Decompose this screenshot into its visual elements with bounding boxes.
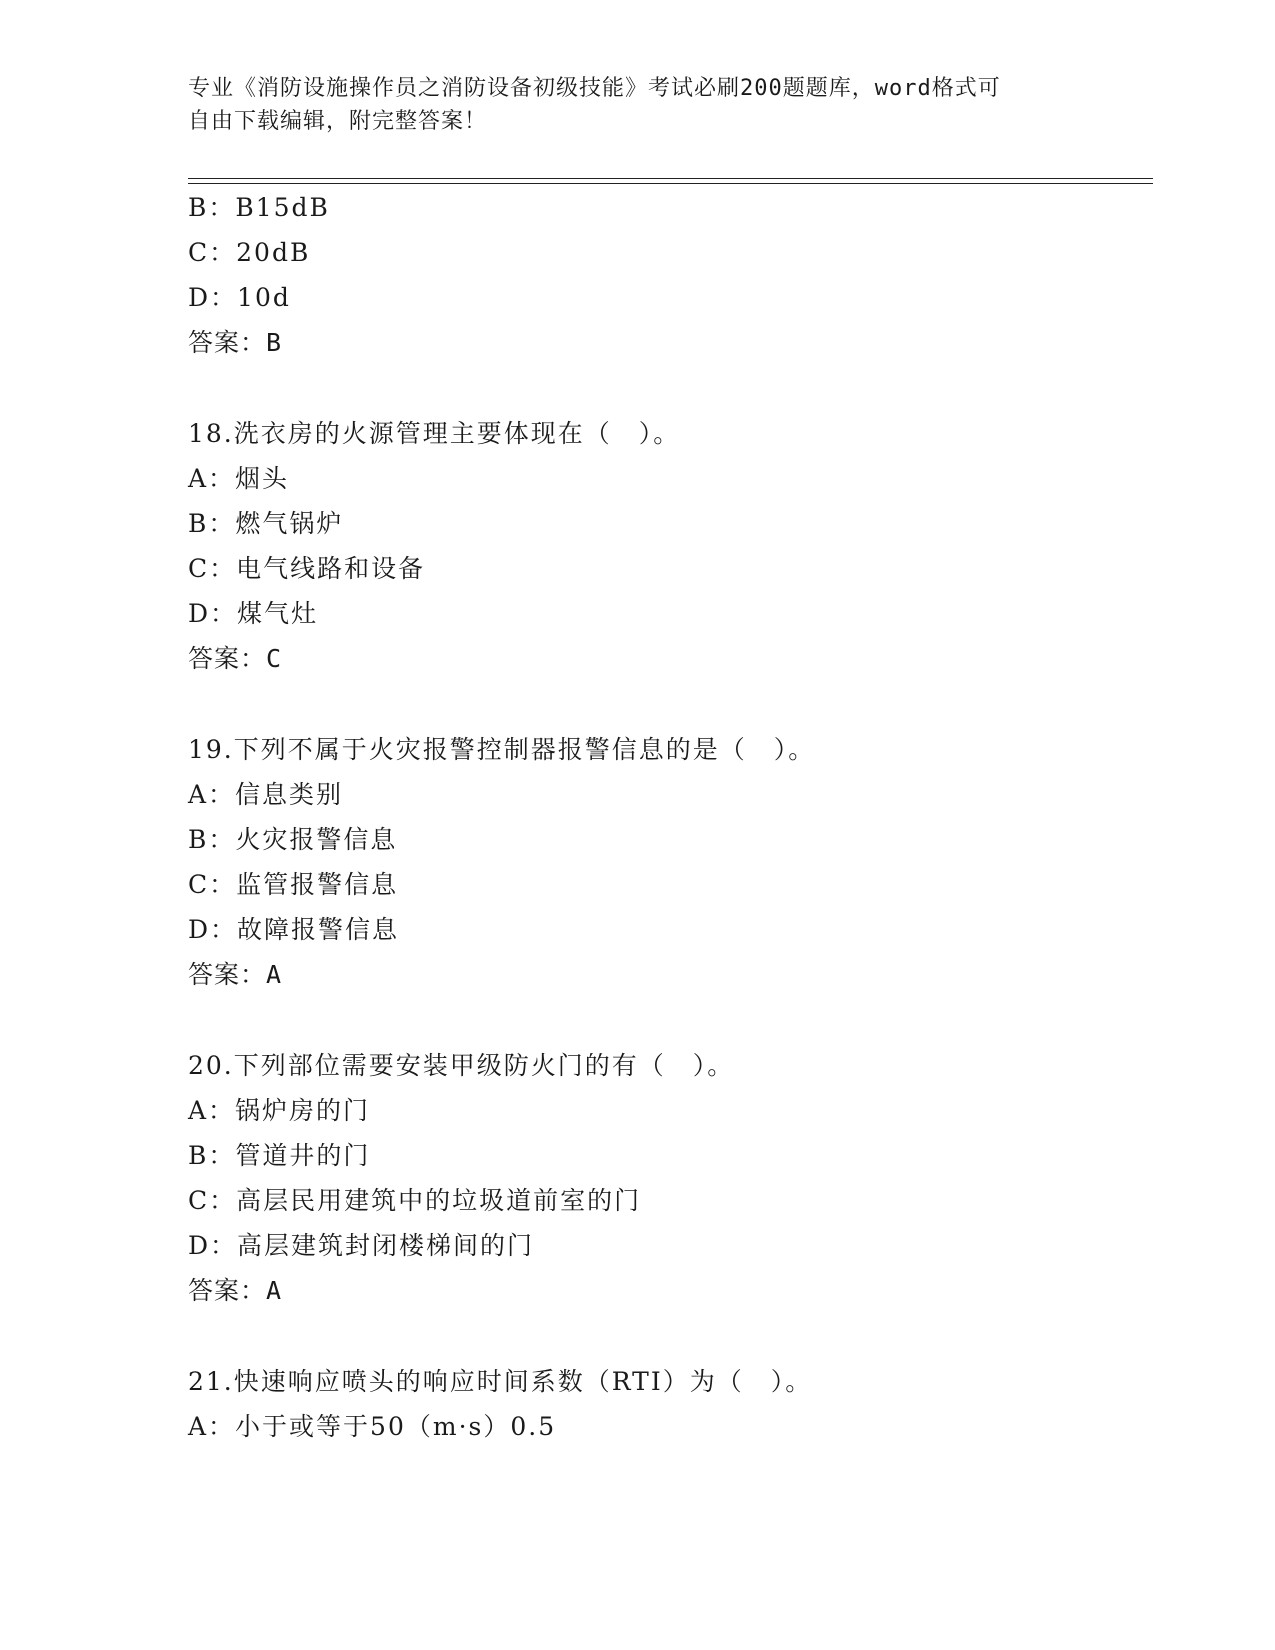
option-line: A：锅炉房的门	[188, 1096, 371, 1125]
header-divider-bottom	[188, 183, 1153, 184]
option-line: A：小于或等于50（m·s）0.5	[188, 1412, 557, 1441]
question-title: 21.快速响应喷头的响应时间系数（RTI）为（ ）。	[188, 1367, 813, 1396]
option-line: C：监管报警信息	[188, 870, 399, 899]
option-line: D：煤气灶	[188, 599, 319, 628]
option-line: C：20dB	[188, 238, 311, 267]
answer-line: 答案：C	[188, 644, 283, 673]
document-header	[188, 72, 1088, 138]
option-line: A：烟头	[188, 464, 290, 493]
question-title: 19.下列不属于火灾报警控制器报警信息的是（ ）。	[188, 735, 816, 764]
option-line: C：高层民用建筑中的垃圾道前室的门	[188, 1186, 642, 1215]
question-title: 20.下列部位需要安装甲级防火门的有（ ）。	[188, 1051, 735, 1080]
header-line-2: 自由下载编辑，附完整答案！	[188, 109, 488, 134]
option-line: B：燃气锅炉	[188, 509, 344, 538]
answer-line: 答案：A	[188, 960, 283, 989]
option-line: D：10d	[188, 283, 291, 312]
option-line: B：B15dB	[188, 193, 330, 222]
answer-line: 答案：A	[188, 1276, 283, 1305]
option-line: A：信息类别	[188, 780, 344, 809]
option-line: B：管道井的门	[188, 1141, 371, 1170]
option-line: B：火灾报警信息	[188, 825, 398, 854]
option-line: C：电气线路和设备	[188, 554, 426, 583]
option-line: D：故障报警信息	[188, 915, 400, 944]
header-line-1: 专业《消防设施操作员之消防设备初级技能》考试必刷200题题库，word格式可	[188, 76, 1001, 101]
answer-line: 答案：B	[188, 328, 283, 357]
header-divider-top	[188, 178, 1153, 179]
option-line: D：高层建筑封闭楼梯间的门	[188, 1231, 535, 1260]
question-title: 18.洗衣房的火源管理主要体现在（ ）。	[188, 419, 681, 448]
